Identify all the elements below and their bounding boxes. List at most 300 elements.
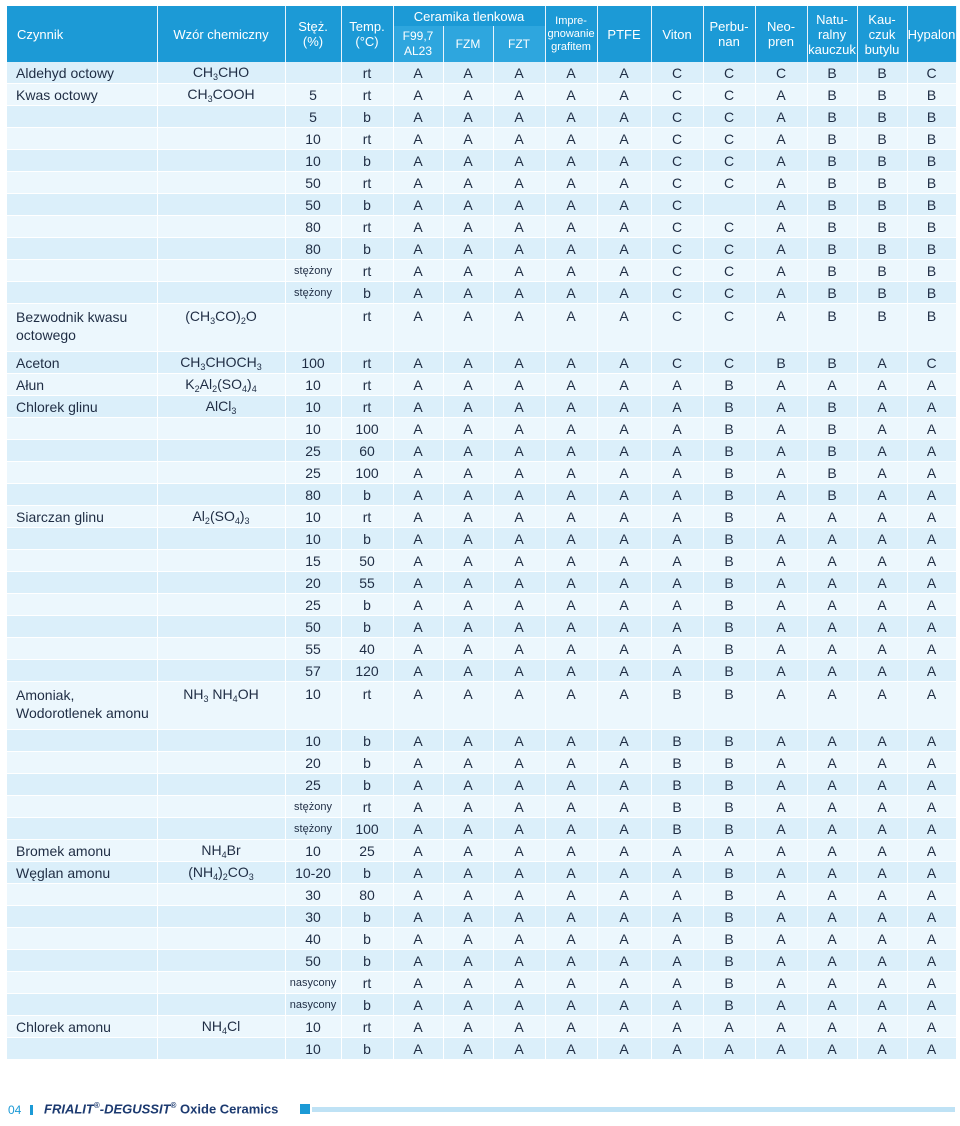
cell-wzor [157,906,285,928]
cell-rating: A [857,418,907,440]
cell-wzor [157,950,285,972]
cell-rating: B [807,238,857,260]
cell-stez: 10 [285,1016,341,1038]
cell-rating: A [545,440,597,462]
cell-rating: A [755,616,807,638]
cell-wzor: $Al_2(SO_4)_3$ [157,506,285,528]
cell-czynnik [7,462,157,484]
col-neopren: Neo- pren [755,6,807,62]
cell-czynnik: Ałun [7,374,157,396]
cell-rating: A [597,150,651,172]
cell-rating: A [443,396,493,418]
table-row [7,62,956,84]
cell-rating: A [393,440,443,462]
cell-stez: 25 [285,774,341,796]
cell-rating: C [755,62,807,84]
table-row [7,616,956,638]
cell-temp: rt [341,506,393,528]
cell-rating: A [651,440,703,462]
cell-rating: A [807,528,857,550]
cell-rating: A [857,594,907,616]
cell-rating: A [493,172,545,194]
cell-czynnik [7,282,157,304]
cell-rating: A [907,396,956,418]
cell-rating: B [755,352,807,374]
cell-rating: A [493,304,545,352]
cell-rating: A [597,84,651,106]
cell-rating: A [755,304,807,352]
cell-rating: A [545,752,597,774]
cell-rating: A [703,1016,755,1038]
cell-rating: A [755,840,807,862]
cell-wzor [157,216,285,238]
cell-rating: A [755,752,807,774]
cell-rating: A [393,572,443,594]
cell-rating: A [597,840,651,862]
cell-rating: A [443,352,493,374]
cell-stez: 100 [285,352,341,374]
cell-rating: C [651,128,703,150]
cell-rating: A [493,950,545,972]
cell-wzor [157,462,285,484]
cell-rating: B [703,396,755,418]
cell-rating: A [857,950,907,972]
cell-rating: C [651,260,703,282]
cell-rating: A [651,950,703,972]
cell-czynnik [7,594,157,616]
cell-rating: A [393,972,443,994]
cell-rating: A [545,352,597,374]
cell-stez [285,62,341,84]
cell-rating: A [545,796,597,818]
cell-rating: A [443,62,493,84]
table-row [7,260,956,282]
cell-czynnik: Siarczan glinu [7,506,157,528]
cell-wzor [157,818,285,840]
cell-rating: A [545,972,597,994]
cell-temp: b [341,484,393,506]
cell-rating: A [755,418,807,440]
cell-stez: 20 [285,752,341,774]
cell-rating: A [393,840,443,862]
cell-rating: A [755,506,807,528]
cell-rating: A [493,216,545,238]
cell-rating: A [443,928,493,950]
cell-rating: B [907,172,956,194]
cell-rating: B [703,752,755,774]
cell-temp: 60 [341,440,393,462]
cell-rating: A [597,616,651,638]
cell-rating: A [443,994,493,1016]
cell-rating: A [493,884,545,906]
cell-rating: A [755,172,807,194]
cell-rating: A [907,638,956,660]
cell-rating: A [807,928,857,950]
cell-rating: A [807,374,857,396]
cell-rating: B [857,62,907,84]
cell-stez [285,304,341,352]
cell-rating: A [443,506,493,528]
cell-stez: 10 [285,396,341,418]
cell-rating: B [651,796,703,818]
col-ceramika: Ceramika tlenkowa [393,6,545,26]
cell-rating: C [703,216,755,238]
cell-rating: A [597,730,651,752]
cell-rating: A [755,796,807,818]
cell-rating: A [651,660,703,682]
cell-rating: A [755,238,807,260]
cell-rating: A [857,972,907,994]
cell-rating: A [545,638,597,660]
cell-rating: B [703,550,755,572]
cell-rating: B [907,260,956,282]
col-temp: Temp. (°C) [341,6,393,62]
cell-rating: A [857,506,907,528]
cell-rating: A [545,884,597,906]
cell-rating: A [857,484,907,506]
cell-temp: rt [341,304,393,352]
cell-rating: A [393,1016,443,1038]
cell-rating: A [807,1016,857,1038]
table-row [7,994,956,1016]
cell-rating: A [493,862,545,884]
cell-rating: A [807,972,857,994]
table-row [7,660,956,682]
cell-rating: A [493,150,545,172]
cell-rating: A [755,660,807,682]
cell-rating: B [703,506,755,528]
cell-rating: A [807,550,857,572]
cell-wzor: $NH_4Br$ [157,840,285,862]
cell-rating: B [651,774,703,796]
cell-rating: A [807,906,857,928]
cell-rating: B [907,282,956,304]
cell-rating: A [493,462,545,484]
cell-rating: A [545,660,597,682]
cell-rating: A [597,128,651,150]
cell-rating: A [597,928,651,950]
cell-rating: B [857,128,907,150]
cell-rating: A [393,528,443,550]
cell-rating: A [755,484,807,506]
cell-temp: 120 [341,660,393,682]
cell-wzor: $CH_3CHOCH_3$ [157,352,285,374]
cell-wzor [157,994,285,1016]
cell-rating: A [597,572,651,594]
cell-rating: A [493,550,545,572]
cell-rating: A [545,840,597,862]
cell-rating: A [857,906,907,928]
cell-rating: B [807,150,857,172]
cell-rating: A [443,862,493,884]
cell-rating: A [857,752,907,774]
cell-rating: A [907,682,956,730]
cell-stez: stężony [285,282,341,304]
cell-rating: C [703,128,755,150]
cell-rating: A [393,594,443,616]
col-perbunan: Perbu- nan [703,6,755,62]
cell-rating: A [443,150,493,172]
cell-rating: A [393,216,443,238]
cell-czynnik [7,150,157,172]
cell-rating: A [393,194,443,216]
cell-wzor [157,484,285,506]
cell-rating: A [703,1038,755,1060]
cell-temp: rt [341,374,393,396]
table-row [7,884,956,906]
table-row [7,818,956,840]
cell-temp: b [341,730,393,752]
cell-czynnik [7,774,157,796]
cell-temp: b [341,862,393,884]
cell-czynnik: Aceton [7,352,157,374]
cell-rating: A [597,216,651,238]
cell-rating: B [703,928,755,950]
cell-stez: 57 [285,660,341,682]
cell-rating: A [393,730,443,752]
cell-rating: A [907,462,956,484]
table-row [7,528,956,550]
cell-rating: A [393,352,443,374]
col-ptfe: PTFE [597,6,651,62]
cell-rating: A [493,818,545,840]
cell-rating: A [755,260,807,282]
cell-rating: A [651,418,703,440]
cell-rating: A [545,774,597,796]
cell-rating: A [493,484,545,506]
cell-wzor: $NH_3$ $NH_4OH$ [157,682,285,730]
cell-rating: A [597,796,651,818]
cell-rating: A [651,484,703,506]
cell-rating: A [443,774,493,796]
cell-wzor [157,730,285,752]
cell-wzor [157,638,285,660]
cell-rating: A [493,128,545,150]
cell-rating: A [393,238,443,260]
cell-rating: A [545,906,597,928]
table-row [7,774,956,796]
cell-rating: A [393,484,443,506]
cell-rating: A [857,862,907,884]
cell-rating: A [907,1016,956,1038]
cell-rating: A [651,528,703,550]
cell-wzor [157,440,285,462]
cell-wzor [157,796,285,818]
table-row [7,840,956,862]
cell-rating: A [597,774,651,796]
cell-rating: B [703,818,755,840]
cell-wzor [157,528,285,550]
cell-rating: A [597,282,651,304]
cell-czynnik: Amoniak, Wodorotlenek amonu [7,682,157,730]
cell-rating: A [545,484,597,506]
cell-rating: B [651,730,703,752]
cell-rating: C [651,106,703,128]
cell-rating: A [857,1038,907,1060]
cell-temp: 25 [341,840,393,862]
cell-rating: B [703,972,755,994]
cell-rating: B [807,396,857,418]
cell-wzor: $(CH_3CO)_2O$ [157,304,285,352]
page-number: 04 [8,1103,22,1117]
cell-rating: A [907,418,956,440]
cell-rating: A [493,396,545,418]
cell-rating: A [493,106,545,128]
cell-rating: A [443,818,493,840]
cell-rating: A [393,128,443,150]
cell-rating: A [393,260,443,282]
col-hypalon: Hypalon [907,6,956,62]
cell-rating: A [545,128,597,150]
cell-rating: A [393,660,443,682]
cell-czynnik [7,528,157,550]
cell-rating: A [493,906,545,928]
cell-rating: A [907,884,956,906]
cell-wzor [157,972,285,994]
cell-rating: A [545,994,597,1016]
brand-part-1: FRIALIT [44,1101,94,1117]
cell-wzor [157,884,285,906]
cell-rating: A [443,796,493,818]
cell-rating: B [703,906,755,928]
cell-rating: A [597,862,651,884]
cell-wzor [157,1038,285,1060]
cell-rating: B [857,150,907,172]
cell-rating: A [393,396,443,418]
cell-czynnik: Chlorek glinu [7,396,157,418]
cell-wzor [157,260,285,282]
cell-wzor [157,594,285,616]
cell-temp: 100 [341,418,393,440]
cell-rating: B [703,774,755,796]
cell-rating: A [857,396,907,418]
table-body [7,62,956,1060]
table-row [7,128,956,150]
cell-stez: 10 [285,506,341,528]
cell-temp: 80 [341,884,393,906]
cell-rating: B [907,150,956,172]
cell-rating: A [807,884,857,906]
cell-rating: A [443,216,493,238]
cell-rating: A [907,484,956,506]
cell-stez: nasycony [285,994,341,1016]
cell-rating: C [703,150,755,172]
cell-rating: A [545,462,597,484]
cell-czynnik: Bromek amonu [7,840,157,862]
cell-rating: A [545,528,597,550]
cell-rating: A [545,84,597,106]
cell-stez: 5 [285,106,341,128]
cell-rating: A [807,572,857,594]
cell-rating: A [907,506,956,528]
cell-rating: A [755,528,807,550]
cell-czynnik [7,818,157,840]
cell-rating: A [443,752,493,774]
cell-rating: A [651,972,703,994]
cell-rating: A [755,594,807,616]
col-stez: Stęż. (%) [285,6,341,62]
cell-rating: A [907,796,956,818]
cell-rating: A [443,528,493,550]
cell-rating: A [755,462,807,484]
cell-rating: A [857,1016,907,1038]
cell-rating: A [907,818,956,840]
cell-rating: B [807,216,857,238]
cell-rating: A [545,506,597,528]
cell-rating: A [857,352,907,374]
cell-rating: A [755,906,807,928]
cell-czynnik [7,994,157,1016]
cell-stez: 50 [285,172,341,194]
cell-rating: A [755,128,807,150]
cell-stez: 80 [285,484,341,506]
table-row [7,1038,956,1060]
cell-rating: A [597,172,651,194]
cell-rating: A [755,84,807,106]
cell-rating: A [857,528,907,550]
cell-rating: A [807,506,857,528]
footer-bar-icon [30,1105,33,1115]
table-row [7,150,956,172]
cell-rating: A [807,730,857,752]
cell-rating: A [755,1038,807,1060]
cell-czynnik: Węglan amonu [7,862,157,884]
cell-rating: A [651,594,703,616]
cell-rating: A [755,396,807,418]
cell-wzor [157,418,285,440]
cell-temp: rt [341,396,393,418]
cell-rating: A [597,238,651,260]
cell-rating: A [807,796,857,818]
cell-czynnik [7,216,157,238]
brand-reg-2: ® [170,1101,177,1110]
cell-rating: B [807,484,857,506]
cell-rating: A [857,774,907,796]
cell-rating: A [545,238,597,260]
cell-rating: A [807,660,857,682]
cell-rating: B [807,352,857,374]
cell-rating: A [545,928,597,950]
cell-rating: A [807,682,857,730]
cell-rating: A [393,1038,443,1060]
cell-rating: A [807,994,857,1016]
cell-rating: A [807,774,857,796]
table-row [7,638,956,660]
cell-temp: b [341,928,393,950]
cell-rating: A [393,106,443,128]
cell-czynnik [7,796,157,818]
cell-rating: A [393,862,443,884]
cell-rating: B [703,994,755,1016]
cell-czynnik [7,172,157,194]
cell-stez: 30 [285,884,341,906]
cell-temp: b [341,906,393,928]
cell-rating: A [597,396,651,418]
cell-rating: A [755,106,807,128]
cell-rating: B [651,818,703,840]
cell-wzor: $CH_3COOH$ [157,84,285,106]
cell-rating: A [393,550,443,572]
cell-rating: A [597,638,651,660]
cell-rating: A [755,818,807,840]
cell-rating: C [651,194,703,216]
cell-rating: B [703,884,755,906]
cell-rating: A [755,572,807,594]
cell-stez: 5 [285,84,341,106]
cell-rating: A [597,1016,651,1038]
cell-czynnik [7,440,157,462]
cell-rating: A [393,818,443,840]
